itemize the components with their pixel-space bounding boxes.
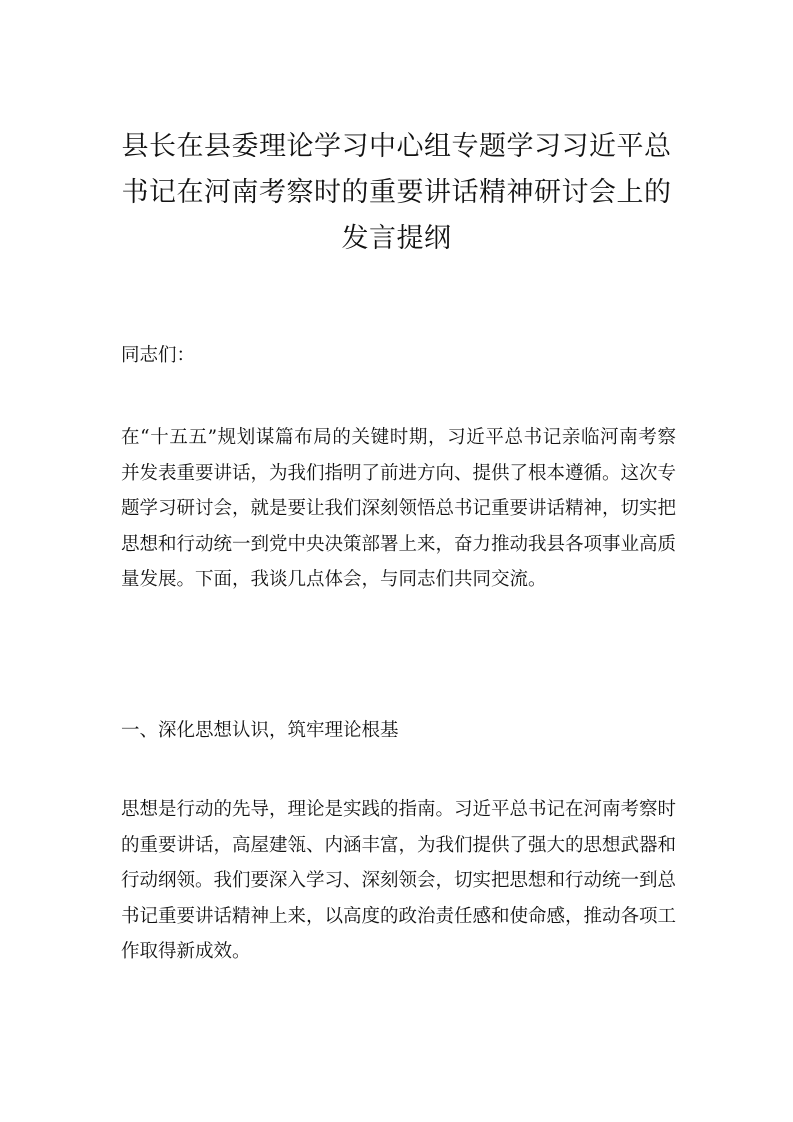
intro-paragraph: 在“十五五”规划谋篇布局的关键时期，习近平总书记亲临河南考察并发表重要讲话，为我们指明了前进方向、提供了根本遵循。这次专题学习研讨会，就是要让我们深刻领悟总书记重要讲话精神，切实把思想和行动统一到党中央决策部署上来，奋力推动我县各项事业高质量发展。下面，我谈几点体会，与同志们共同交流。 [121, 427, 677, 590]
section-body-1: 思想是行动的先导，理论是实践的指南。习近平总书记在河南考察时的重要讲话，高屋建瓴、内涵丰富，为我们提供了强大的思想武器和行动纲领。我们要深入学习、深刻领会，切实把思想和行动统一到总书记重要讲话精神上来，以高度的政治责任感和使命感，推动各项工作取得新成效。 [121, 799, 677, 962]
greeting-text: 同志们： [121, 345, 196, 366]
section-heading-1: 一、深化思想认识，筑牢理论根基 [121, 720, 399, 741]
document-title: 县长在县委理论学习中心组专题学习习近平总书记在河南考察时的重要讲话精神研讨会上的发言提纲 [121, 131, 672, 254]
